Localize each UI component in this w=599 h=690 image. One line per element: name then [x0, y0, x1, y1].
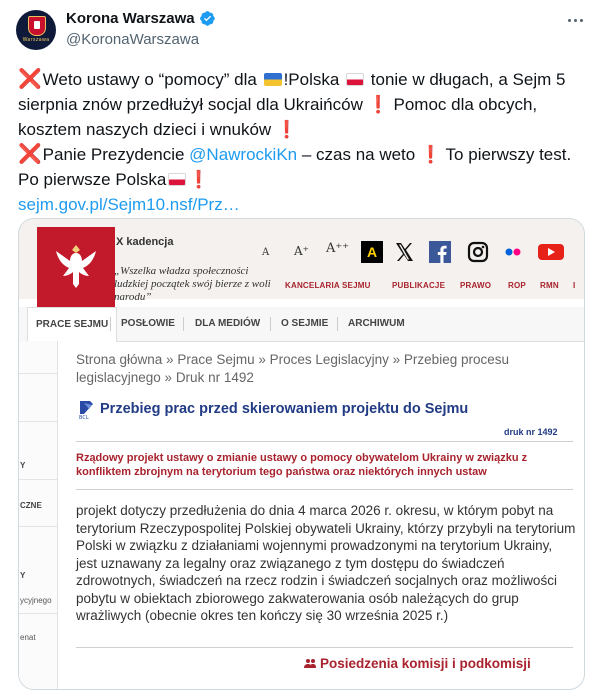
- sidebar-divider: [19, 421, 57, 422]
- avatar[interactable]: [16, 10, 56, 50]
- ukraine-flag-icon: [264, 73, 282, 86]
- poland-flag-icon: [346, 73, 364, 86]
- more-options-icon[interactable]: [566, 11, 586, 29]
- divider: [76, 489, 573, 490]
- warsaw-crest-icon: [28, 16, 46, 36]
- project-title: Rządowy projekt ustawy o zmianie ustawy o pomocy obywatelom Ukrainy w związku z konfliktem zbrojnym na terytorium tego państwa oraz niektórych innych ustaw: [76, 452, 528, 478]
- committees-label[interactable]: Posiedzenia komisji i podkomisji: [320, 656, 531, 671]
- text-segment: tonie w długach, a Sejm 5 sierpnia znów przedłużył socjal dla Ukraińców: [18, 70, 566, 114]
- x-logo-icon[interactable]: [393, 241, 415, 263]
- document-icon-label: BCL: [79, 415, 89, 420]
- sidebar-item[interactable]: CZNE: [20, 501, 42, 510]
- author-name-row[interactable]: [66, 10, 216, 27]
- project-description: projekt dotyczy przedłużenia do dnia 4 marca 2026 r. okresu, w którym pobyt na terytorium Rzeczypospolitej Polskiej obywateli Ukrainy, którzy przybyli na terytorium Polski w związku z działaniami wojennymi prowadzonymi na terytorium Ukrainy, jest uznawany za legalny oraz związanego z tym dostępu do świadczeń zdrowotnych, świadczeń na rzecz rodzin i świadczeń socjalnych oraz możliwości pobytu w obiektach zbiorowego zakwaterowania osób należących do grup wrażliwych (obecnie okres ten kończy się 30 września 2025 r.): [76, 503, 576, 623]
- tweet-text: [18, 67, 588, 217]
- tab-o-sejmie[interactable]: O SEJMIE: [281, 318, 329, 329]
- tab-prace-sejmu[interactable]: PRACE SEJMU: [27, 307, 117, 342]
- high-contrast-button[interactable]: A: [361, 241, 383, 263]
- sidebar-divider: [19, 373, 57, 374]
- tab-dla-mediow[interactable]: DLA MEDIÓW: [195, 318, 261, 329]
- sejm-term-label: X kadencja: [116, 236, 174, 248]
- sidebar-item[interactable]: ycyjnego: [20, 596, 52, 605]
- cross-mark-icon: ❌: [18, 144, 42, 165]
- font-size-small-button[interactable]: A: [262, 247, 270, 258]
- tweet-paragraph-1: [18, 67, 588, 142]
- committees-link[interactable]: [304, 656, 531, 671]
- sejm-header: [19, 219, 584, 303]
- exclamation-icon: ❗: [419, 145, 442, 164]
- divider: [76, 441, 573, 442]
- tab-separator: [183, 317, 184, 331]
- page-heading: Przebieg prac przed skierowaniem projektu do Sejmu: [100, 401, 469, 417]
- exclamation-icon: ❗: [367, 95, 389, 114]
- text-segment: Pomoc dla obcych, kosztem naszych dzieci i wnuków: [18, 95, 538, 139]
- document-icon: [76, 398, 98, 420]
- print-number: druk nr 1492: [504, 427, 558, 437]
- sidebar-item[interactable]: enat: [20, 633, 36, 642]
- mention-link[interactable]: @NawrockiKn: [189, 145, 298, 164]
- text-segment: !Polska: [283, 70, 345, 89]
- text-segment: Weto ustawy o “pomocy” dla: [42, 70, 262, 89]
- tab-poslowie[interactable]: POSŁOWIE: [121, 318, 175, 329]
- facebook-icon[interactable]: [429, 241, 451, 263]
- sidebar-item[interactable]: Y: [20, 571, 26, 580]
- text-segment: Panie Prezydencie: [42, 145, 190, 164]
- tweet-paragraph-3: [18, 167, 588, 192]
- tab-separator: [270, 317, 271, 331]
- sidebar-strip: [19, 341, 58, 690]
- user-handle[interactable]: @KoronaWarszawa: [66, 31, 200, 48]
- poland-flag-icon: [168, 173, 186, 186]
- youtube-icon[interactable]: [537, 241, 565, 263]
- sidebar-item[interactable]: Y: [20, 461, 26, 470]
- verified-badge-icon: [199, 10, 216, 27]
- top-nav-law[interactable]: PRAWO: [460, 281, 492, 290]
- text-segment: – czas na weto: [297, 145, 416, 164]
- committee-people-icon: [304, 658, 316, 668]
- display-name[interactable]: Korona Warszawa: [66, 10, 195, 27]
- tweet-link[interactable]: sejm.gov.pl/Sejm10.nsf/Prz…: [18, 195, 240, 214]
- text-segment: Po pierwsze Polska: [18, 170, 167, 189]
- font-size-medium-button[interactable]: A⁺: [294, 244, 309, 258]
- sidebar-divider: [19, 526, 57, 527]
- top-nav-rmn[interactable]: RMN: [540, 281, 559, 290]
- sidebar-divider: [19, 613, 57, 614]
- breadcrumb[interactable]: Strona główna » Prace Sejmu » Proces Legislacyjny » Przebieg procesu legislacyjnego » Druk nr 1492: [76, 352, 509, 385]
- exclamation-icon: ❗: [188, 170, 210, 189]
- flickr-icon[interactable]: [502, 241, 524, 263]
- sidebar-divider: [19, 479, 57, 480]
- polish-eagle-icon: [49, 241, 103, 293]
- tab-archiwum[interactable]: ARCHIWUM: [348, 318, 405, 329]
- top-nav-more[interactable]: I: [573, 281, 576, 290]
- instagram-icon[interactable]: [467, 241, 489, 263]
- top-nav-chancellery[interactable]: KANCELARIA SEJMU: [285, 281, 371, 290]
- divider: [76, 647, 573, 648]
- avatar-text: Warszawa: [22, 37, 50, 43]
- tweet-paragraph-2: [18, 142, 588, 167]
- sejm-tab-bar: [19, 307, 584, 342]
- top-nav-rop[interactable]: ROP: [508, 281, 526, 290]
- text-segment: To pierwszy test.: [441, 145, 572, 164]
- sejm-motto: „Wszelka władza społeczności ludzkiej początek swój bierze z woli narodu”: [114, 265, 271, 303]
- top-nav-publications[interactable]: PUBLIKACJE: [392, 281, 446, 290]
- tab-separator: [110, 317, 111, 331]
- font-size-large-button[interactable]: A⁺⁺: [326, 241, 350, 256]
- tab-separator: [337, 317, 338, 331]
- attached-image-card[interactable]: [18, 218, 585, 690]
- cross-mark-icon: ❌: [18, 69, 42, 90]
- exclamation-icon: ❗: [275, 120, 298, 139]
